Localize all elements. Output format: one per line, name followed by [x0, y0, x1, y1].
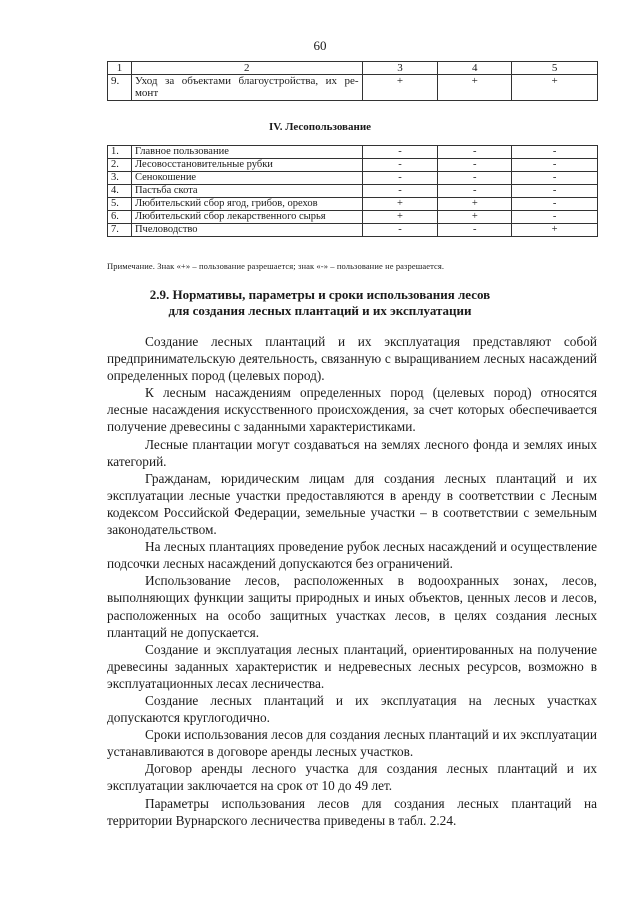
cell-col4: -	[438, 224, 512, 237]
cell-col3: -	[362, 159, 438, 172]
cell-col4: -	[438, 146, 512, 159]
paragraph: Договор аренды лесного участка для создания лесных плантаций и их эксплуатации заключается на срок от 10 до 49 лет.	[107, 761, 597, 794]
cell-col3: +	[362, 211, 438, 224]
row-name	[131, 75, 362, 101]
cell-col3: +	[362, 198, 438, 211]
cell-col4: +	[438, 75, 512, 101]
cell-col3: +	[362, 75, 438, 101]
row-number: 3.	[108, 172, 132, 185]
continued-usage-table	[107, 61, 598, 101]
cell-col4: +	[438, 198, 512, 211]
row-name: Любительский сбор лекарственного сырья	[131, 211, 362, 224]
page-number: 60	[313, 38, 327, 53]
cell-col5: -	[512, 185, 598, 198]
table-row	[108, 224, 598, 237]
paragraph: Лесные плантации могут создаваться на землях лесного фонда и землях иных категорий.	[107, 436, 597, 469]
section-title: IV. Лесопользование	[268, 121, 372, 133]
cell-col5: -	[512, 146, 598, 159]
paragraph: На лесных плантациях проведение рубок лесных насаждений и осуществление подсочки лесных насаждений допускаются без ограничений.	[107, 539, 597, 572]
row-name: Сенокошение	[131, 172, 362, 185]
paragraph: Параметры использования лесов для создания лесных плантаций на территории Вурнарского лесничества приведены в табл. 2.24.	[107, 795, 597, 828]
row-name: Любительский сбор ягод, грибов, орехов	[131, 198, 362, 211]
paragraph: Гражданам, юридическим лицам для создания лесных плантаций и их эксплуатации лесные участки предоставляются в аренду в соответствии с Лесным кодексом Российской Федерации, земельные участки – в соответствии с земельным законодательством.	[107, 470, 597, 538]
row-name-line-2: монт	[134, 87, 159, 99]
row-number: 4.	[108, 185, 132, 198]
table-row	[108, 159, 598, 172]
cell-col5: -	[512, 159, 598, 172]
header-cell-1: 1	[108, 62, 132, 75]
row-name: Лесовосстановительные рубки	[131, 159, 362, 172]
cell-col3: -	[362, 146, 438, 159]
header-cell-4: 4	[438, 62, 512, 75]
paragraph: Создание лесных плантаций и их эксплуатация представляют собой предпринимательскую деятельность, связанную с выращиванием лесных насаждений определенных пород (целевых пород).	[107, 334, 597, 384]
row-name: Пастьба скота	[131, 185, 362, 198]
table-row	[108, 146, 598, 159]
cell-col3: -	[362, 224, 438, 237]
row-number: 7.	[108, 224, 132, 237]
row-name: Пчеловодство	[131, 224, 362, 237]
heading-line-2: для создания лесных плантаций и их эксплуатации	[168, 303, 472, 318]
paragraph: Создание лесных плантаций и их эксплуатация на лесных участках допускаются круглогодично.	[107, 692, 597, 726]
cell-col4: -	[438, 172, 512, 185]
paragraph: Создание и эксплуатация лесных плантаций, ориентированных на получение древесины заданных характеристик и недревесных лесных ресурсов, возможно в эксплуатационных лесах лесничества.	[107, 641, 597, 691]
header-cell-3: 3	[362, 62, 438, 75]
table-note: Примечание. Знак «+» – пользование разрешается; знак «-» – пользование не разрешается.	[107, 261, 445, 271]
body-text	[107, 333, 597, 829]
row-name: Главное пользование	[131, 146, 362, 159]
header-cell-2: 2	[131, 62, 362, 75]
cell-col4: -	[438, 159, 512, 172]
paragraph: Сроки использования лесов для создания лесных плантаций и их эксплуатации устанавливаются в договоре аренды лесных участков.	[107, 727, 597, 760]
table-row	[108, 75, 598, 101]
table-row	[108, 198, 598, 211]
heading-line-1: 2.9. Нормативы, параметры и сроки использования лесов	[149, 287, 491, 302]
forest-use-table	[107, 145, 598, 237]
cell-col3: -	[362, 185, 438, 198]
table-row	[108, 211, 598, 224]
paragraph: Использование лесов, расположенных в водоохранных зонах, лесов, выполняющих функции защиты природных и иных объектов, ценных лесов и лесов, расположенных на особо защитных участках лесов, в целях создания лесных плантаций не допускается.	[107, 573, 597, 640]
cell-col4: +	[438, 211, 512, 224]
section-heading	[0, 287, 640, 319]
cell-col5: -	[512, 198, 598, 211]
table-row	[108, 172, 598, 185]
row-number: 2.	[108, 159, 132, 172]
cell-col4: -	[438, 185, 512, 198]
table-header-row	[108, 62, 598, 75]
row-number: 1.	[108, 146, 132, 159]
paragraph: К лесным насаждениям определенных пород (целевых пород) относятся лесные насаждения искусственного происхождения, за счет которых обеспечивается получение древесины с заданными характеристиками.	[107, 385, 597, 435]
row-number: 5.	[108, 198, 132, 211]
table-row	[108, 185, 598, 198]
cell-col5: -	[512, 172, 598, 185]
cell-col5: +	[512, 75, 598, 101]
row-name-line-1: Уход за объектами благоустройства, их ре-	[134, 75, 359, 87]
cell-col5: -	[512, 211, 598, 224]
row-number: 6.	[108, 211, 132, 224]
cell-col5: +	[512, 224, 598, 237]
header-cell-5: 5	[512, 62, 598, 75]
row-number: 9.	[108, 75, 132, 101]
cell-col3: -	[362, 172, 438, 185]
